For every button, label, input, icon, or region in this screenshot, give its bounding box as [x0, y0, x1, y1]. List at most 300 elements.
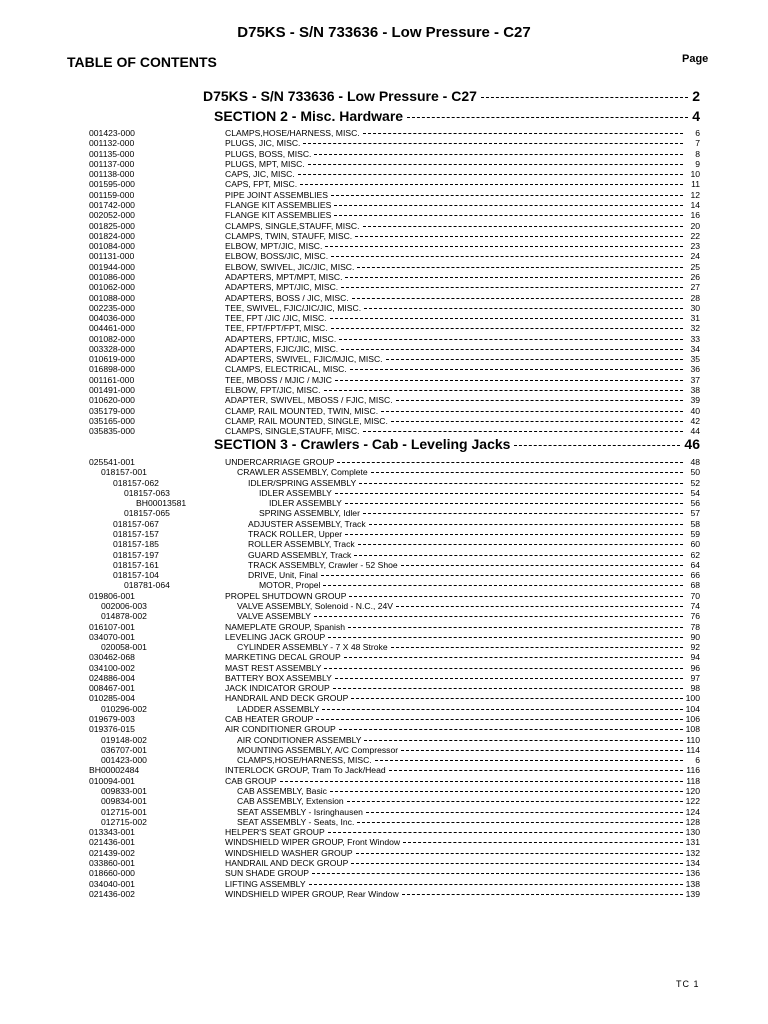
entry-page: 52	[690, 477, 700, 488]
entry-title: SPRING ASSEMBLY, Idler	[259, 508, 360, 519]
part-number: 002052-000	[89, 210, 135, 221]
entry-title: SEAT ASSEMBLY - Isringhausen	[237, 806, 363, 817]
part-number: 033860-001	[89, 857, 135, 868]
part-number: 021436-002	[89, 888, 135, 899]
entry-title: ADAPTERS, SWIVEL, FJIC/MJIC, MISC.	[225, 354, 383, 365]
leader-dots	[337, 462, 683, 463]
entry-page: 12	[690, 189, 700, 200]
toc-entry[interactable]	[0, 313, 768, 323]
leader-dots	[369, 524, 683, 525]
leader-dots	[364, 740, 683, 741]
leader-dots	[354, 555, 683, 556]
entry-title: WINDSHIELD WIPER GROUP, Rear Window	[225, 888, 399, 899]
main-entry-page: 2	[692, 88, 700, 104]
part-number: 012715-002	[101, 816, 147, 827]
entry-title: CLAMP, RAIL MOUNTED, TWIN, MISC.	[225, 405, 379, 416]
leader-dots	[396, 400, 683, 401]
leader-dots	[339, 729, 683, 730]
entry-page: 9	[695, 158, 700, 169]
entry-page: 94	[690, 652, 700, 663]
toc-entry[interactable]	[0, 190, 768, 200]
toc-entry[interactable]	[0, 652, 768, 662]
entry-title: TRACK ASSEMBLY, Crawler - 52 Shoe	[248, 559, 398, 570]
entry-title: CLAMPS, ELECTRICAL, MISC.	[225, 364, 347, 375]
entry-title: DRIVE, Unit, Final	[248, 570, 318, 581]
toc-entry[interactable]	[0, 704, 768, 714]
entry-page: 98	[690, 683, 700, 694]
leader-dots	[345, 534, 683, 535]
toc-entry[interactable]	[0, 693, 768, 703]
toc-entry[interactable]	[0, 539, 768, 549]
entry-page: 22	[690, 230, 700, 241]
leader-dots	[331, 195, 683, 196]
entry-title: WINDSHIELD WIPER GROUP, Front Window	[225, 837, 401, 848]
toc-entry[interactable]	[0, 323, 768, 333]
leader-dots	[351, 863, 682, 864]
part-number: 001132-000	[89, 138, 135, 149]
entry-page: 38	[690, 385, 700, 396]
entry-page: 6	[695, 128, 700, 138]
part-number: 010619-000	[89, 354, 135, 365]
part-number: 001824-000	[89, 230, 135, 241]
leader-dots	[481, 97, 688, 98]
toc-entry[interactable]	[0, 868, 768, 878]
entry-page: 48	[690, 457, 700, 467]
entry-title: CAB ASSEMBLY, Extension	[237, 796, 344, 807]
entry-page: 134	[685, 857, 700, 868]
entry-title: CYLINDER ASSEMBLY - 7 X 48 Stroke	[237, 642, 388, 653]
part-number: BH00013581	[136, 498, 187, 509]
part-number: 019376-015	[89, 724, 135, 735]
entry-page: 131	[685, 837, 700, 848]
toc-entry[interactable]	[0, 272, 768, 282]
part-number: 001131-000	[89, 251, 135, 262]
leader-dots	[352, 298, 683, 299]
entry-title: PROPEL SHUTDOWN GROUP	[225, 590, 347, 601]
entry-title: PLUGS, BOSS, MISC.	[225, 148, 312, 159]
entry-title: MOUNTING ASSEMBLY, A/C Compressor	[237, 744, 399, 755]
entry-page: 78	[690, 621, 700, 632]
toc-entry[interactable]	[0, 149, 768, 159]
entry-title: CLAMPS,HOSE/HARNESS, MISC.	[225, 128, 360, 138]
part-number: 035835-000	[89, 426, 135, 437]
toc-entry[interactable]	[0, 591, 768, 601]
entry-title: PLUGS, MPT, MISC.	[225, 158, 305, 169]
toc-entry[interactable]	[0, 128, 768, 138]
entry-title: HANDRAIL AND DECK GROUP	[225, 857, 349, 868]
entry-title: SEAT ASSEMBLY - Seats, Inc.	[237, 816, 355, 827]
part-number: 003328-000	[89, 343, 135, 354]
entry-page: 116	[686, 765, 700, 776]
entry-page: 124	[685, 806, 700, 817]
entry-page: 56	[690, 498, 700, 509]
toc-entry[interactable]	[0, 560, 768, 570]
leader-dots	[314, 154, 683, 155]
entry-page: 24	[690, 251, 700, 262]
leader-dots	[357, 822, 682, 823]
section-2-page: 4	[692, 108, 700, 124]
toc-entry[interactable]	[0, 827, 768, 837]
entry-page: 28	[690, 292, 700, 303]
part-number: 030462-068	[89, 652, 135, 663]
leader-dots	[363, 133, 683, 134]
leader-dots	[300, 184, 683, 185]
part-number: 018157-161	[113, 559, 159, 570]
document-title: D75KS - S/N 733636 - Low Pressure - C27	[237, 24, 531, 41]
toc-entry[interactable]	[0, 724, 768, 734]
entry-page: 37	[690, 374, 700, 385]
part-number: 018157-104	[113, 570, 159, 581]
leader-dots	[322, 709, 682, 710]
entry-title: LEVELING JACK GROUP	[225, 631, 326, 642]
entry-page: 32	[690, 323, 700, 334]
part-number: 001086-000	[89, 271, 135, 282]
part-number: 019148-002	[101, 734, 147, 745]
toc-entry[interactable]	[0, 169, 768, 179]
leader-dots	[364, 308, 683, 309]
toc-title: TABLE OF CONTENTS	[67, 54, 217, 70]
part-number: 018157-063	[124, 487, 170, 498]
toc-entry[interactable]	[0, 293, 768, 303]
entry-title: VALVE ASSEMBLY	[237, 611, 312, 622]
leader-dots	[335, 678, 683, 679]
toc-entry[interactable]	[0, 848, 768, 858]
leader-dots	[350, 369, 683, 370]
entry-title: IDLER ASSEMBLY	[269, 498, 342, 509]
toc-entry[interactable]	[0, 221, 768, 231]
part-number: 018157-062	[113, 477, 159, 488]
entry-page: 108	[685, 724, 700, 735]
toc-entry[interactable]	[0, 457, 768, 467]
leader-dots	[314, 616, 683, 617]
toc-entry[interactable]	[0, 210, 768, 220]
entry-page: 74	[690, 600, 700, 611]
entry-title: IDLER/SPRING ASSEMBLY	[248, 477, 357, 488]
part-number: 001159-000	[89, 189, 135, 200]
entry-title: PLUGS, JIC, MISC.	[225, 138, 301, 149]
leader-dots	[401, 750, 683, 751]
entry-title: CAB GROUP	[225, 775, 277, 786]
toc-entry[interactable]	[0, 642, 768, 652]
toc-entry[interactable]	[0, 817, 768, 827]
leader-dots	[351, 698, 682, 699]
entry-title: TEE, FPT /JIC /JIC, MISC.	[225, 313, 327, 324]
entry-page: 110	[686, 734, 700, 745]
part-number: 001944-000	[89, 261, 135, 272]
entry-title: ADAPTERS, MPT/MPT, MISC.	[225, 271, 343, 282]
part-number: 014878-002	[101, 611, 147, 622]
entry-page: 62	[690, 549, 700, 560]
part-number: 025541-001	[89, 457, 135, 467]
entry-page: 27	[690, 282, 700, 293]
part-number: 001595-000	[89, 179, 135, 190]
toc-entry[interactable]	[0, 354, 768, 364]
entry-title: ELBOW, FPT/JIC, MISC.	[225, 385, 321, 396]
entry-page: 8	[695, 148, 700, 159]
toc-entry[interactable]	[0, 807, 768, 817]
toc-entry[interactable]	[0, 406, 768, 416]
leader-dots	[358, 544, 683, 545]
part-number: 001423-000	[89, 128, 135, 138]
leader-dots	[309, 884, 683, 885]
leader-dots	[363, 226, 684, 227]
entry-title: CAB ASSEMBLY, Basic	[237, 786, 327, 796]
entry-page: 100	[685, 693, 700, 704]
part-number: 019806-001	[89, 590, 135, 601]
part-number: 002235-000	[89, 302, 135, 313]
entry-page: 122	[685, 796, 700, 807]
toc-entry[interactable]	[0, 786, 768, 796]
entry-title: HELPER'S SEAT GROUP	[225, 827, 325, 838]
toc-entry[interactable]	[0, 416, 768, 426]
leader-dots	[391, 647, 683, 648]
part-number: 036707-001	[101, 744, 147, 755]
leader-dots	[402, 894, 683, 895]
entry-title: JACK INDICATOR GROUP	[225, 683, 330, 694]
section-3-heading[interactable]	[214, 436, 700, 452]
toc-entry[interactable]	[0, 478, 768, 488]
toc-entry[interactable]	[0, 488, 768, 498]
entry-title: ELBOW, MPT/JIC, MISC.	[225, 241, 323, 252]
entry-page: 120	[685, 786, 700, 796]
part-number: 035179-000	[89, 405, 135, 416]
toc-entry[interactable]	[0, 570, 768, 580]
entry-title: TEE, FPT/FPT/FPT, MISC.	[225, 323, 328, 334]
toc-entry[interactable]	[0, 529, 768, 539]
toc-entry[interactable]	[0, 282, 768, 292]
entry-title: AIR CONDITIONER GROUP	[225, 724, 336, 735]
toc-entry[interactable]	[0, 673, 768, 683]
leader-dots	[335, 493, 683, 494]
entry-title: CAB HEATER GROUP	[225, 714, 314, 725]
part-number: 001088-000	[89, 292, 135, 303]
entry-title: HANDRAIL AND DECK GROUP	[225, 693, 349, 704]
toc-entry[interactable]	[0, 375, 768, 385]
toc-entry[interactable]	[0, 611, 768, 621]
part-number: 021436-001	[89, 837, 135, 848]
entry-title: CAPS, FPT, MISC.	[225, 179, 298, 190]
entry-page: 132	[685, 847, 700, 858]
part-number: 008467-001	[89, 683, 135, 694]
toc-entry[interactable]	[0, 735, 768, 745]
entry-title: PIPE JOINT ASSEMBLIES	[225, 189, 329, 200]
entry-page: 139	[685, 888, 700, 899]
entry-title: ADAPTERS, MPT/JIC, MISC.	[225, 282, 339, 293]
leader-dots	[401, 565, 683, 566]
entry-page: 70	[690, 590, 700, 601]
entry-page: 11	[691, 179, 700, 190]
leader-dots	[312, 873, 683, 874]
part-number: 018157-157	[113, 528, 159, 539]
part-number: 010296-002	[101, 703, 147, 714]
entry-page: 39	[690, 395, 700, 406]
entry-page: 136	[685, 868, 700, 879]
part-number: 001423-000	[101, 755, 147, 766]
entry-title: IDLER ASSEMBLY	[259, 487, 332, 498]
toc-entry[interactable]	[0, 765, 768, 775]
part-number: 002006-003	[101, 600, 147, 611]
leader-dots	[339, 339, 683, 340]
leader-dots	[355, 236, 683, 237]
entry-title: CLAMPS,HOSE/HARNESS, MISC.	[237, 755, 372, 766]
entry-title: AIR CONDITIONER ASSEMBLY	[237, 734, 362, 745]
toc-entry[interactable]	[0, 714, 768, 724]
toc-entry[interactable]	[0, 508, 768, 518]
toc-entry[interactable]	[0, 395, 768, 405]
toc-entry[interactable]	[0, 498, 768, 508]
entry-title: LADDER ASSEMBLY	[237, 703, 320, 714]
leader-dots	[330, 318, 683, 319]
toc-entry[interactable]	[0, 776, 768, 786]
toc-entry[interactable]	[0, 364, 768, 374]
entry-title: MARKETING DECAL GROUP	[225, 652, 341, 663]
entry-page: 104	[685, 703, 700, 714]
leader-dots	[363, 513, 683, 514]
entry-title: ADAPTERS, BOSS / JIC, MISC.	[225, 292, 349, 303]
part-number: 024886-004	[89, 672, 135, 683]
toc-entry[interactable]	[0, 334, 768, 344]
entry-title: ELBOW, SWIVEL, JIC/JIC, MISC.	[225, 261, 355, 272]
leader-dots	[328, 637, 683, 638]
leader-dots	[330, 791, 683, 792]
toc-entry[interactable]	[0, 683, 768, 693]
entry-page: 130	[685, 827, 700, 838]
entry-page: 25	[690, 261, 700, 272]
part-number: 001138-000	[89, 169, 135, 180]
part-number: 018157-197	[113, 549, 159, 560]
entry-page: 76	[690, 611, 700, 622]
entry-page: 114	[686, 744, 700, 755]
toc-entry[interactable]	[0, 663, 768, 673]
leader-dots	[280, 781, 683, 782]
leader-dots	[403, 842, 683, 843]
entry-title: WINDSHIELD WASHER GROUP	[225, 847, 353, 858]
toc-entry[interactable]	[0, 632, 768, 642]
toc-entry[interactable]	[0, 138, 768, 148]
toc-entry[interactable]	[0, 796, 768, 806]
entry-title: TEE, SWIVEL, FJIC/JIC/JIC, MISC.	[225, 302, 362, 313]
entry-title: CLAMPS, TWIN, STAUFF, MISC.	[225, 230, 353, 241]
entry-page: 97	[690, 672, 700, 683]
part-number: 009834-001	[101, 796, 147, 807]
part-number: 021439-002	[89, 847, 135, 858]
entry-page: 96	[690, 662, 700, 673]
section-3-entries	[0, 457, 768, 899]
part-number: 001082-000	[89, 333, 135, 344]
part-number: 001084-000	[89, 241, 135, 252]
toc-entry[interactable]	[0, 519, 768, 529]
entry-page: 59	[690, 528, 700, 539]
section-3-title: SECTION 3 - Crawlers - Cab - Leveling Jacks	[214, 436, 511, 452]
entry-title: CLAMPS, SINGLE,STAUFF, MISC.	[225, 220, 360, 231]
part-number: 009833-001	[101, 786, 147, 796]
entry-page: 42	[690, 415, 700, 426]
toc-entry[interactable]	[0, 550, 768, 560]
toc-entry[interactable]	[0, 200, 768, 210]
leader-dots	[316, 719, 682, 720]
toc-entry[interactable]	[0, 303, 768, 313]
entry-page: 14	[690, 199, 700, 210]
leader-dots	[341, 287, 683, 288]
part-number: 035165-000	[89, 415, 135, 426]
entry-page: 26	[690, 271, 700, 282]
toc-entry[interactable]	[0, 858, 768, 868]
leader-dots	[391, 421, 683, 422]
leader-dots	[407, 117, 688, 118]
section-3-page: 46	[684, 436, 700, 452]
toc-entry[interactable]	[0, 601, 768, 611]
toc-entry[interactable]	[0, 344, 768, 354]
toc-entry[interactable]	[0, 745, 768, 755]
entry-title: CRAWLER ASSEMBLY, Complete	[237, 467, 368, 478]
leader-dots	[303, 143, 683, 144]
entry-title: SUN SHADE GROUP	[225, 868, 310, 879]
section-2-heading[interactable]	[214, 108, 700, 124]
toc-entry[interactable]	[0, 622, 768, 632]
part-number: 020058-001	[101, 642, 147, 653]
section-2-title: SECTION 2 - Misc. Hardware	[214, 108, 404, 124]
entry-page: 23	[690, 241, 700, 252]
entry-page: 50	[690, 467, 700, 478]
toc-entry[interactable]	[0, 262, 768, 272]
toc-entry[interactable]	[0, 251, 768, 261]
leader-dots	[334, 205, 683, 206]
part-number: 010620-000	[89, 395, 135, 406]
toc-entry[interactable]	[0, 426, 768, 436]
part-number: 018157-067	[113, 518, 159, 529]
entry-page: 60	[690, 539, 700, 550]
toc-entry[interactable]	[0, 385, 768, 395]
part-number: 001742-000	[89, 199, 135, 210]
toc-entry[interactable]	[0, 467, 768, 477]
part-number: 018781-064	[124, 580, 170, 591]
part-number: 001825-000	[89, 220, 135, 231]
entry-title: FLANGE KIT ASSEMBLIES	[225, 199, 332, 210]
toc-entry[interactable]	[0, 580, 768, 590]
entry-title: BATTERY BOX ASSEMBLY	[225, 672, 332, 683]
toc-entry[interactable]	[0, 231, 768, 241]
page-column-header: Page	[682, 53, 709, 65]
entry-page: 6	[695, 755, 700, 766]
leader-dots	[298, 174, 683, 175]
leader-dots	[363, 431, 684, 432]
main-toc-entry[interactable]	[203, 88, 700, 104]
entry-title: UNDERCARRIAGE GROUP	[225, 457, 335, 467]
toc-entry[interactable]	[0, 755, 768, 765]
toc-entry[interactable]	[0, 241, 768, 251]
entry-page: 128	[685, 816, 700, 827]
entry-page: 106	[685, 714, 700, 725]
leader-dots	[335, 380, 683, 381]
entry-title: TEE, MBOSS / MJIC / MJIC	[225, 374, 332, 385]
entry-title: CLAMPS, SINGLE,STAUFF, MISC.	[225, 426, 360, 437]
toc-entry[interactable]	[0, 837, 768, 847]
leader-dots	[356, 853, 683, 854]
entry-title: GUARD ASSEMBLY, Track	[248, 549, 352, 560]
toc-entry[interactable]	[0, 179, 768, 189]
toc-entry[interactable]	[0, 879, 768, 889]
entry-title: INTERLOCK GROUP, Tram To Jack/Head	[225, 765, 386, 776]
toc-entry[interactable]	[0, 159, 768, 169]
part-number: 012715-001	[101, 806, 147, 817]
leader-dots	[396, 606, 683, 607]
part-number: 001491-000	[89, 385, 135, 396]
leader-dots	[333, 688, 683, 689]
entry-title: ADAPTERS, FPT/JIC, MISC.	[225, 333, 337, 344]
leader-dots	[344, 657, 683, 658]
toc-entry[interactable]	[0, 889, 768, 899]
entry-page: 7	[695, 138, 700, 149]
